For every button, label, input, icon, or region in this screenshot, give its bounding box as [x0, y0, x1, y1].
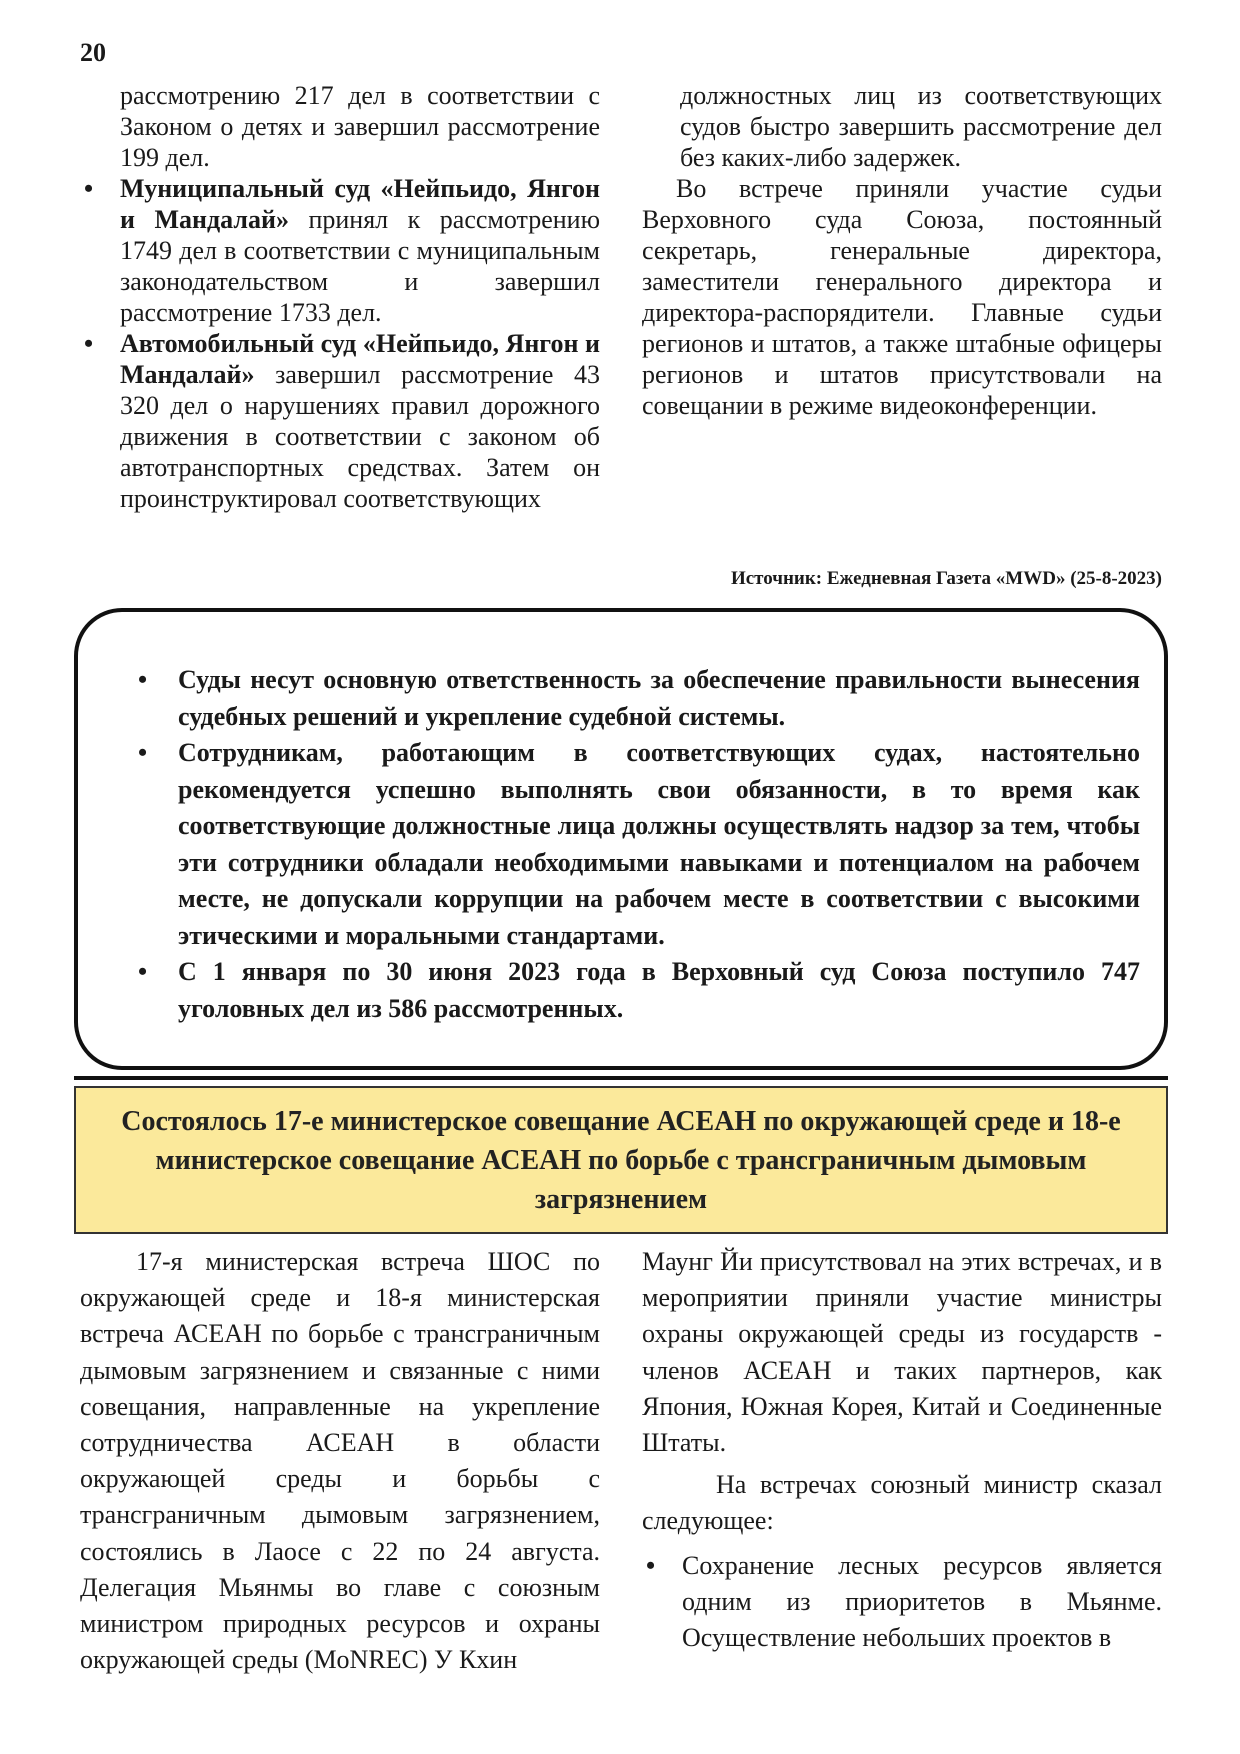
summary-list: [138, 662, 1140, 1027]
summary-item: • Суды несут основную ответственность за обеспечение правильности вынесения судебных решений и укрепление судебной системы.: [138, 662, 1140, 735]
summary-item: • С 1 января по 30 июня 2023 года в Верховный суд Союза поступило 747 уголовных дел из 586 рассмотренных.: [138, 954, 1140, 1027]
headline-banner: [74, 1086, 1168, 1234]
article-headline: Состоялось 17-е министерское совещание АСЕАН по окружающей среде и 18-е министерское совещание АСЕАН по борьбе с трансграничным дымовым загрязнением: [121, 1105, 1121, 1215]
summary-box: [74, 608, 1168, 1070]
paragraph-continuation: Маунг Йи присутствовал на этих встречах, и в мероприятии приняли участие министры охраны окружающей среды из государств - членов АСЕАН и таких партнеров, как Япония, Южная Корея, Китай и Соединенные Штаты.: [642, 1247, 1162, 1458]
minister-points-list: [642, 1548, 1162, 1657]
court-name: Муниципальный суд «Нейпьидо, Янгон и Мандалай»: [120, 174, 600, 234]
page-number: 20: [80, 38, 106, 67]
paragraph-intro: 17-я министерская встреча ШОС по окружающей среде и 18-я министерская встреча АСЕАН по борьбе с трансграничным дымовым загрязнением и связанные с ними совещания, направленные на укрепление сотрудничества АСЕАН в области окружающей среды и борьбы с трансграничным дымовым загрязнением, состоялись в Лаосе с 22 по 24 августа. Делегация Мьянмы во главе с союзным министром природных ресурсов и охраны окружающей среды (MoNREC) У Кхин: [80, 1247, 600, 1675]
court-details: принял к рассмотрению 1749 дел в соответствии с муниципальным законодательством и завершил рассмотрение 1733 дел.: [120, 205, 601, 327]
list-item-traffic-court: [80, 328, 600, 514]
court-name: Автомобильный суд «Нейпьидо, Янгон и Мандалай»: [120, 329, 600, 389]
article-column-right: [642, 1244, 1162, 1656]
section-divider: [74, 1076, 1168, 1080]
paragraph-participants: Во встрече приняли участие судьи Верховного суда Союза, постоянный секретарь, генеральные директора, заместители генерального директора и директора-распорядители. Главные судьи регионов и штатов, а также штабные офицеры регионов и штатов присутствовали на совещании в режиме видеоконференции.: [642, 174, 1162, 420]
court-list: [80, 173, 600, 514]
article-column-right: [642, 80, 1162, 421]
paragraph-continuation: рассмотрению 217 дел в соответствии с Законом о детях и завершил рассмотрение 199 дел.: [120, 81, 600, 172]
article-column-left: [80, 1244, 600, 1678]
paragraph-continuation: должностных лиц из соответствующих судов быстро завершить рассмотрение дел без каких-либо задержек.: [680, 81, 1162, 172]
summary-item: • Сотрудникам, работающим в соответствующих судах, настоятельно рекомендуется успешно выполнять свои обязанности, в то время как соответствующие должностные лица должны осуществлять надзор за тем, чтобы эти сотрудники обладали необходимыми навыками и потенциалом на рабочем месте, не допускали коррупции на рабочем месте в соответствии с высокими этическими и моральными стандартами.: [138, 735, 1140, 954]
court-details: завершил рассмотрение 43 320 дел о нарушениях правил дорожного движения в соответствии с законом об автотранспортных средствах. Затем он проинструктировал соответствующих: [120, 360, 600, 513]
paragraph-minister-said: На встречах союзный министр сказал следующее:: [642, 1470, 1162, 1536]
list-item: • Сохранение лесных ресурсов является одним из приоритетов в Мьянме. Осуществление небольших проектов в: [642, 1548, 1162, 1657]
list-item-municipal-court: [80, 173, 600, 328]
article-column-left: [80, 80, 600, 514]
source-credit: Источник: Ежедневная Газета «MWD» (25-8-2023): [730, 568, 1162, 589]
